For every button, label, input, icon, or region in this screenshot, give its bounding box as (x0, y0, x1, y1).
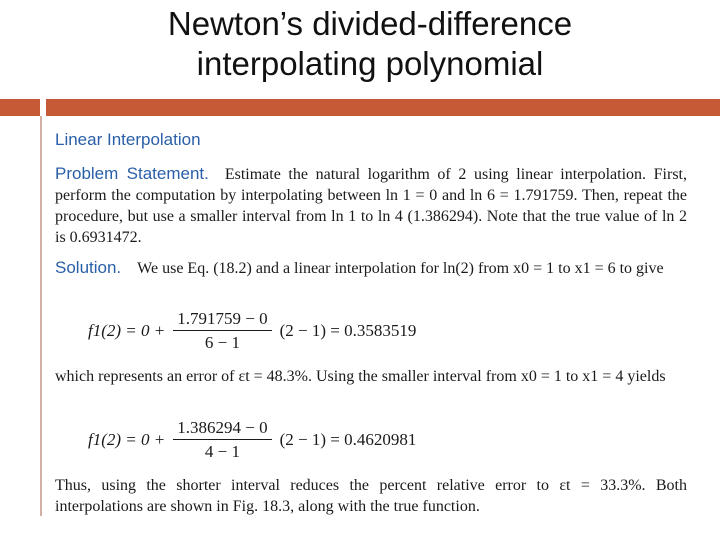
equation-1-numerator: 1.791759 − 0 (173, 309, 271, 331)
conclusion-paragraph: Thus, using the shorter interval reduces the percent relative error to εt = 33.3%. Both interpolations are shown in Fig. 18.3, along with the true function. (55, 477, 687, 515)
solution-text: We use Eq. (18.2) and a linear interpolation for ln(2) from x0 = 1 to x1 = 6 to give (137, 260, 664, 277)
equation-1-lhs: f1(2) = 0 + (88, 321, 166, 340)
equation-2 (88, 418, 416, 462)
equation-2-lhs: f1(2) = 0 + (88, 430, 166, 449)
solution-paragraph (55, 257, 687, 279)
equation-2-denominator: 4 − 1 (204, 442, 240, 461)
equation-2-fraction (173, 418, 271, 462)
equation-1 (88, 309, 416, 353)
slide-title (0, 4, 720, 84)
equation-2-rhs: (2 − 1) = 0.4620981 (279, 430, 417, 449)
problem-label: Problem Statement. (55, 164, 209, 183)
left-margin-rule (40, 116, 42, 516)
problem-statement (55, 163, 687, 248)
accent-bar-left (0, 99, 40, 116)
equation-1-denominator: 6 − 1 (204, 333, 240, 352)
section-heading: Linear Interpolation (55, 130, 201, 149)
equation-1-rhs: (2 − 1) = 0.3583519 (279, 321, 417, 340)
slide-title-line-2: interpolating polynomial (196, 45, 544, 82)
error-paragraph: which represents an error of εt = 48.3%. Using the smaller interval from x0 = 1 to x1 = 4 yields (55, 368, 666, 385)
accent-bar-right (46, 99, 720, 116)
slide-title-line-1: Newton’s divided-difference (167, 5, 573, 42)
solution-label: Solution. (55, 258, 122, 277)
equation-1-fraction (173, 309, 271, 353)
equation-2-numerator: 1.386294 − 0 (173, 418, 271, 440)
problem-text: Estimate the natural logarithm of 2 using linear interpolation. First, perform the computation by interpolating between ln 1 = 0 and ln 6 = 1.791759. Then, repeat the procedure, but use a smaller interval from ln 1 to ln 4 (1.386294). Note that the true value of ln 2 is 0.6931472. (55, 166, 687, 246)
